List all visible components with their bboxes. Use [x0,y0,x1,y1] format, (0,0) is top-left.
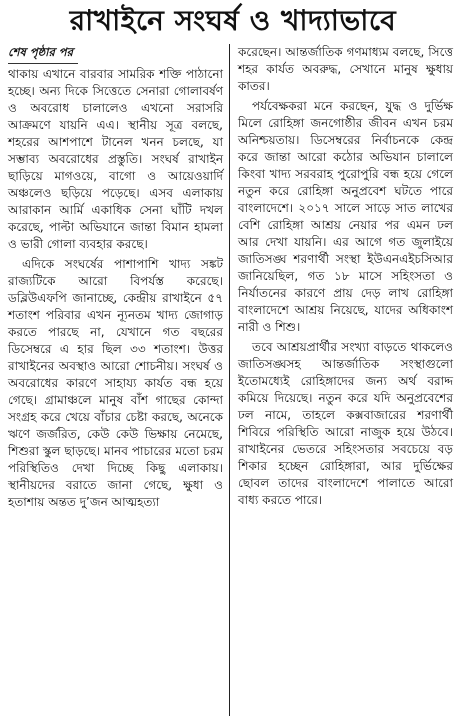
article-column-right [238,44,453,512]
dateline: শেষ পৃষ্ঠার পর [8,44,223,64]
paragraph: থাকায় এখানে বারবার সামরিক শক্তি পাঠানো হচ্ছে। অন্য দিকে সিত্তেতে সেনারা গোলাবর্ষণ ও অবরোধ চালালেও এখনো সরাসরি আক্রমণে যায়নি এএ। স্থানীয় সূত্র বলছে, শহরের আশপাশে টানেল খনন চলছে, যা সম্ভাব্য অবরোধের প্রস্তুতি। সংঘর্ষ রাখাইন ছাড়িয়ে মাগওয়ে, বাগো ও আয়েওয়ার্দি অঞ্চলেও ছড়িয়ে পড়েছে। এসব এলাকায় আরাকান আর্মি একাধিক সেনা ঘাঁটি দখল করেছে, পাল্টা অভিযানে জান্তা বিমান হামলা ও ভারী গোলা ব্যবহার করছে। [8,67,223,251]
paragraph: করেছেন। আন্তর্জাতিক গণমাধ্যম বলছে, সিত্তে শহর কার্যত অবরুদ্ধ, সেখানে মানুষ ক্ষুধায় কাতর। [238,45,453,93]
headline: রাখাইনে সংঘর্ষ ও খাদ্যাভাবে [69,4,397,37]
column-divider [229,44,230,716]
paragraph: পর্যবেক্ষকরা মনে করছেন, যুদ্ধ ও দুর্ভিক্ষ মিলে রোহিঙ্গা জনগোষ্ঠীর জীবন এখন চরম অনিশ্চয়তায়। ডিসেম্বরের নির্বাচনকে কেন্দ্র করে জান্তা আরো কঠোর অভিযান চালালে কিংবা খাদ্য সরবরাহ পুরোপুরি বন্ধ হয়ে গেলে নতুন করে রোহিঙ্গা অনুপ্রবেশ ঘটতে পারে বাংলাদেশে। ২০১৭ সালে সাড়ে সাত লাখের বেশি রোহিঙ্গা আশ্রয় নেয়ার পর এমন ঢল আর দেখা যায়নি। এর আগে গত জুলাইয়ে জাতিসঙ্ঘ শরণার্থী সংস্থা ইউএনএইচসিআর জানিয়েছিল, গত ১৮ মাসে সহিংসতা ও নির্যাতনের কারণে প্রায় দেড় লাখ রোহিঙ্গা বাংলাদেশে আশ্রয় নিয়েছে, যাদের অধিকাংশ নারী ও শিশু। [238,99,453,334]
article-column-left [8,44,223,514]
paragraph: এদিকে সংঘর্ষের পাশাপাশি খাদ্য সঙ্কট রাজ্যটিকে আরো বিপর্যস্ত করেছে। ডব্লিউএফপি জানাচ্ছে, কেন্দ্রীয় রাখাইনে ৫৭ শতাংশ পরিবার এখন ন্যূনতম খাদ্য জোগাড় করতে পারছে না, যেখানে গত বছরের ডিসেম্বরে এ হার ছিল ৩৩ শতাংশ। উত্তর রাখাইনের অবস্থাও আরো শোচনীয়। সংঘর্ষ ও অবরোধের কারণে সাহায্য কার্যত বন্ধ হয়ে গেছে। গ্রামাঞ্চলে মানুষ বাঁশ গাছের কোন্দা সংগ্রহ করে খেয়ে বাঁচার চেষ্টা করছে, অনেকে ঋণে জর্জরিত, কেউ কেউ ভিক্ষায় নেমেছে, শিশুরা স্কুল ছাড়ছে। মানব পাচারের মতো চরম পরিস্থিতিও দেখা দিচ্ছে কিছু এলাকায়। স্থানীয়দের বরাতে জানা গেছে, ক্ষুধা ও হতাশায় অন্তত দু’জন আত্মহত্যা [8,257,223,509]
paragraph: তবে আশ্রয়প্রার্থীর সংখ্যা বাড়তে থাকলেও জাতিসঙ্ঘসহ আন্তর্জাতিক সংস্থাগুলো ইতোমধ্যেই রোহিঙ্গাদের জন্য অর্থ বরাদ্দ কমিয়ে দিয়েছে। নতুন করে যদি অনুপ্রবেশের ঢল নামে, তাহলে কক্সবাজারের শরণার্থী শিবিরে পরিস্থিতি আরো নাজুক হয়ে উঠবে। রাখাইনের ভেতরে সহিংসতার সবচেয়ে বড় শিকার হচ্ছেন রোহিঙ্গারা, আর দুর্ভিক্ষের ছোবল তাদের বাংলাদেশে পালাতে আরো বাধ্য করতে পারে। [238,340,453,507]
